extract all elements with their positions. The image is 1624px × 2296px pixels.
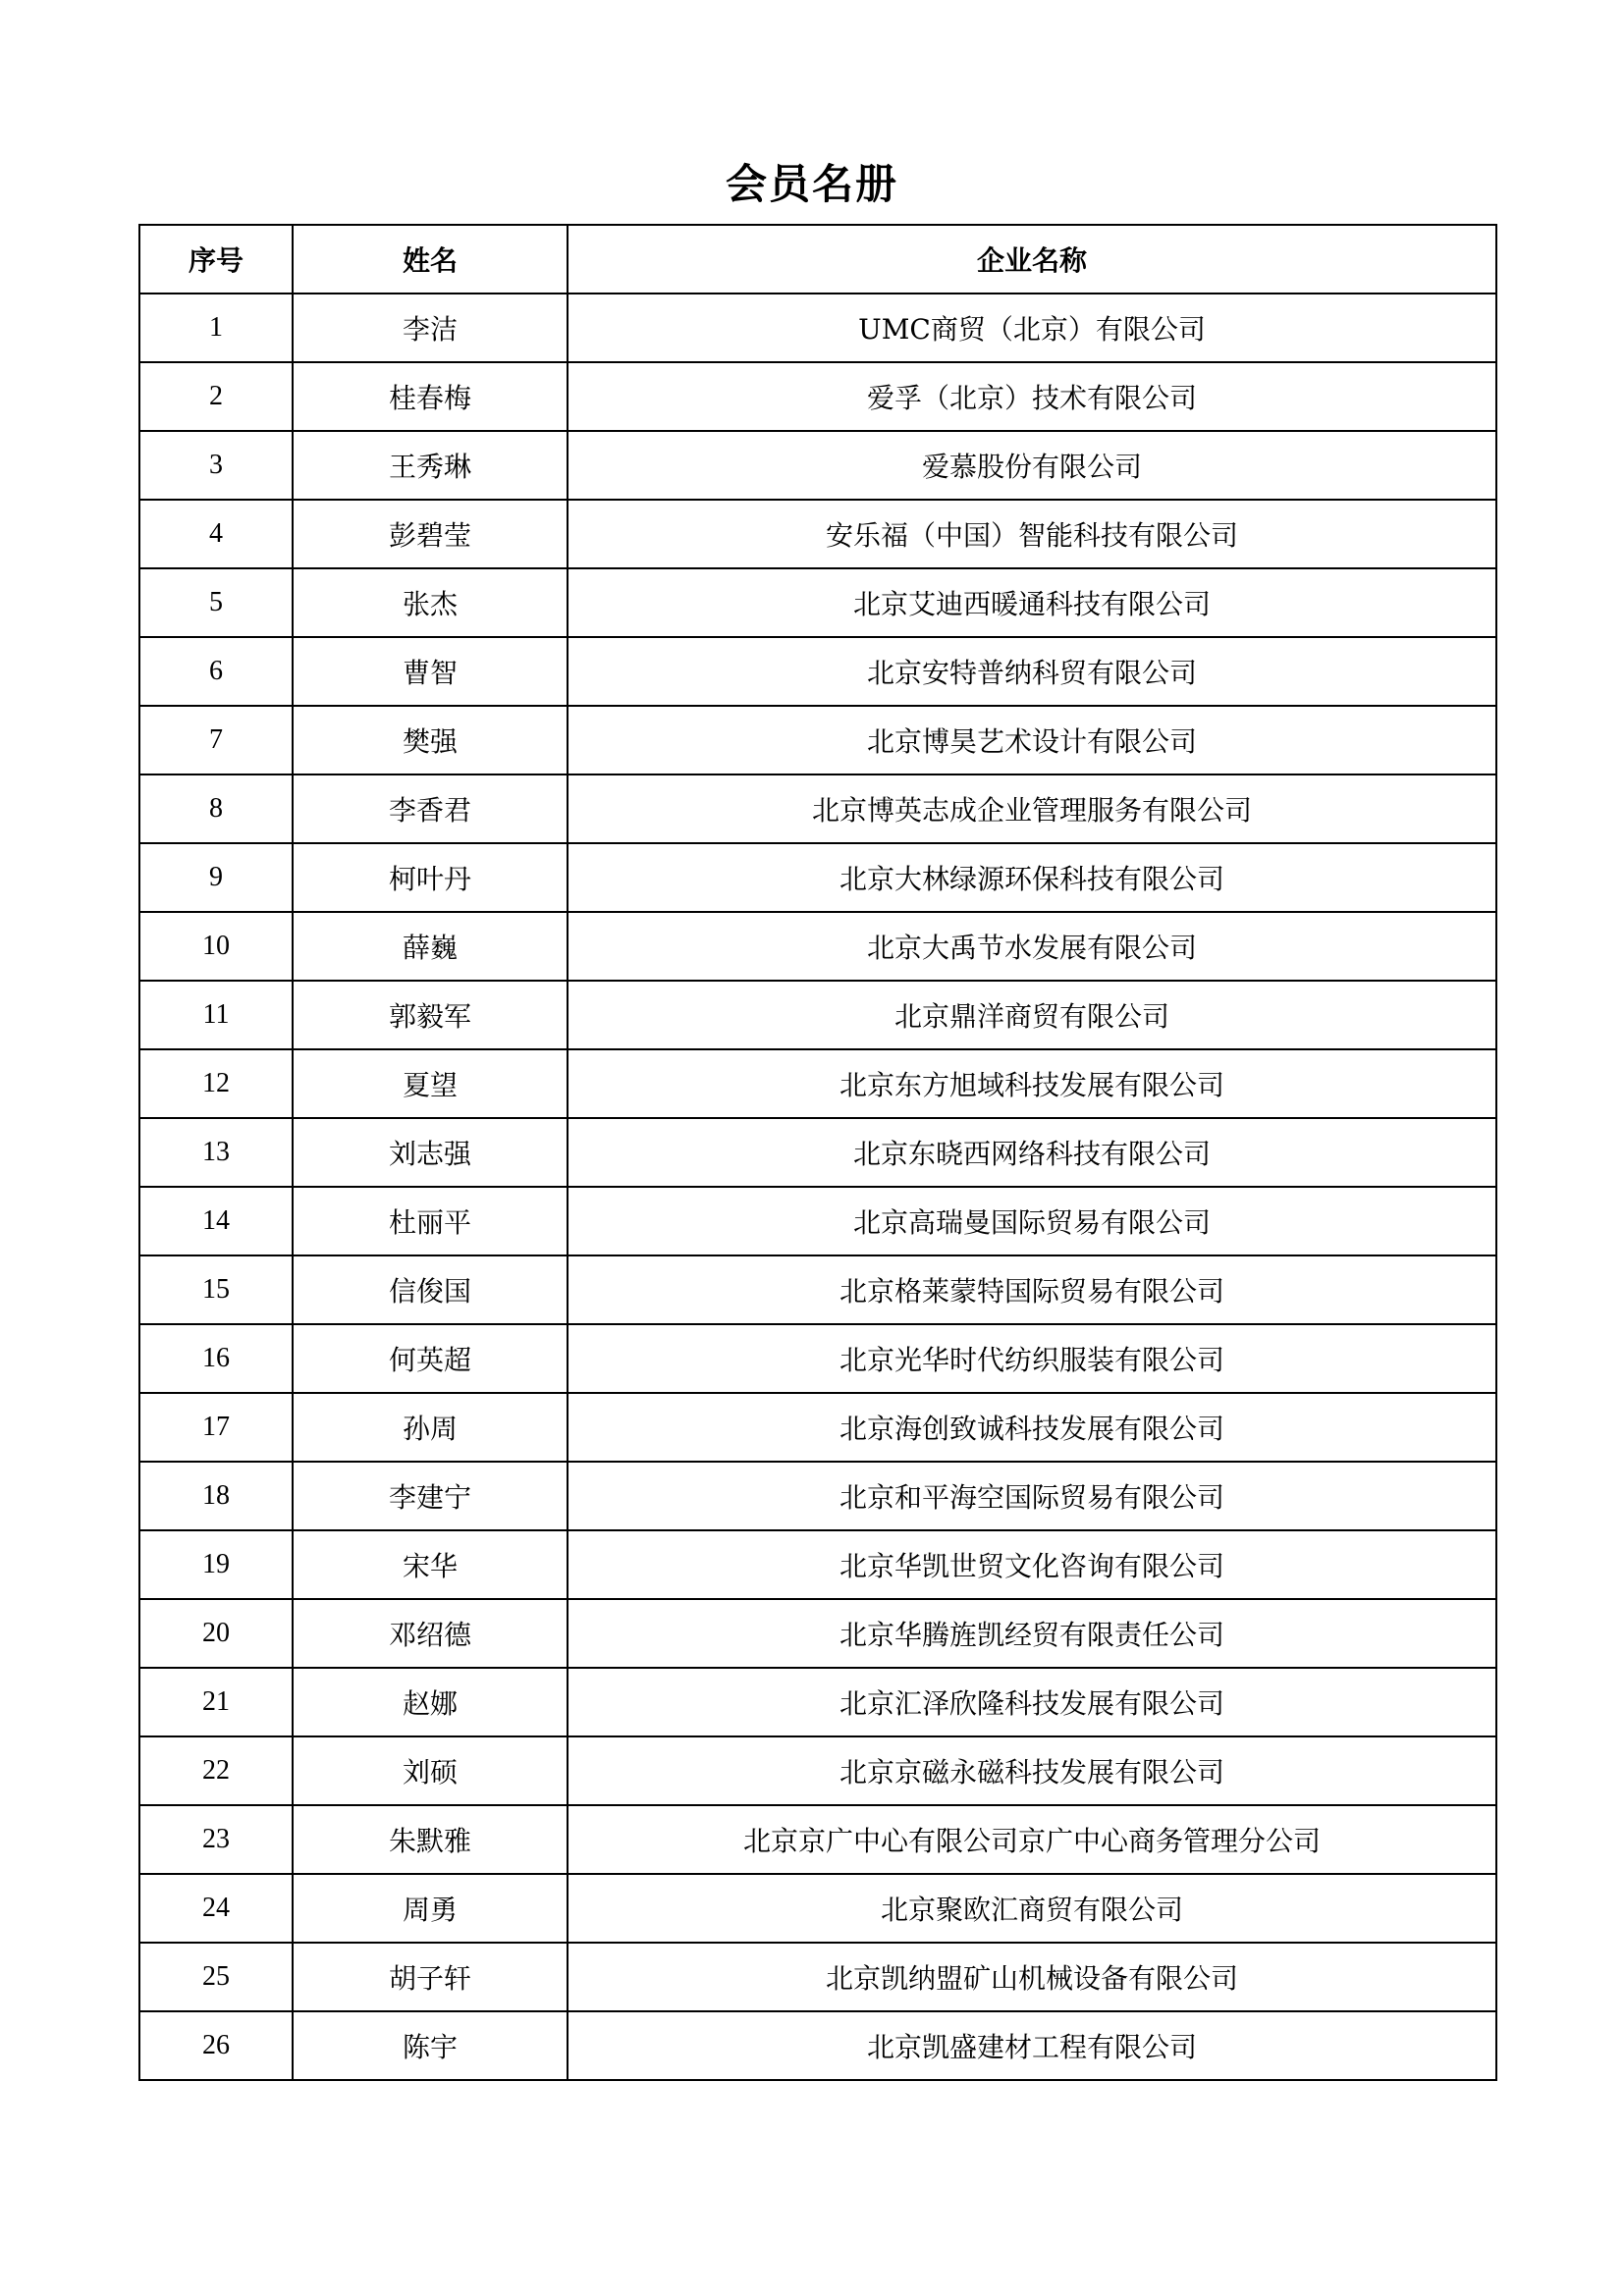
row-no-cell: 20 — [139, 1599, 293, 1668]
row-name-cell: 彭碧莹 — [293, 500, 568, 568]
row-no-cell: 16 — [139, 1324, 293, 1393]
column-header-company: 企业名称 — [568, 225, 1496, 294]
row-name-cell: 樊强 — [293, 706, 568, 774]
table-row — [139, 294, 1496, 362]
row-no-cell: 25 — [139, 1943, 293, 2011]
row-name-cell: 孙周 — [293, 1393, 568, 1462]
row-company-cell: 北京凯纳盟矿山机械设备有限公司 — [568, 1943, 1496, 2011]
row-company-cell: 北京安特普纳科贸有限公司 — [568, 637, 1496, 706]
row-company-cell: 北京大林绿源环保科技有限公司 — [568, 843, 1496, 912]
row-no-cell: 19 — [139, 1530, 293, 1599]
row-name-cell: 桂春梅 — [293, 362, 568, 431]
row-no-cell: 23 — [139, 1805, 293, 1874]
row-name-cell: 薛巍 — [293, 912, 568, 981]
row-no-cell: 15 — [139, 1255, 293, 1324]
table-row — [139, 1462, 1496, 1530]
row-company-cell: 北京艾迪西暖通科技有限公司 — [568, 568, 1496, 637]
row-name-cell: 刘志强 — [293, 1118, 568, 1187]
row-company-cell: 北京格莱蒙特国际贸易有限公司 — [568, 1255, 1496, 1324]
table-row — [139, 1393, 1496, 1462]
row-company-cell: 北京海创致诚科技发展有限公司 — [568, 1393, 1496, 1462]
row-no-cell: 5 — [139, 568, 293, 637]
row-name-cell: 杜丽平 — [293, 1187, 568, 1255]
row-no-cell: 10 — [139, 912, 293, 981]
row-no-cell: 2 — [139, 362, 293, 431]
table-row — [139, 1118, 1496, 1187]
table-row — [139, 1668, 1496, 1736]
row-name-cell: 胡子轩 — [293, 1943, 568, 2011]
row-name-cell: 宋华 — [293, 1530, 568, 1599]
row-name-cell: 李洁 — [293, 294, 568, 362]
table-body — [139, 294, 1496, 2080]
row-name-cell: 柯叶丹 — [293, 843, 568, 912]
page-title: 会员名册 — [725, 160, 898, 208]
row-no-cell: 7 — [139, 706, 293, 774]
row-no-cell: 26 — [139, 2011, 293, 2080]
row-name-cell: 赵娜 — [293, 1668, 568, 1736]
row-company-cell: 北京高瑞曼国际贸易有限公司 — [568, 1187, 1496, 1255]
row-name-cell: 张杰 — [293, 568, 568, 637]
table-row — [139, 1049, 1496, 1118]
row-name-cell: 李香君 — [293, 774, 568, 843]
row-company-cell: 北京汇泽欣隆科技发展有限公司 — [568, 1668, 1496, 1736]
row-no-cell: 11 — [139, 981, 293, 1049]
row-name-cell: 朱默雅 — [293, 1805, 568, 1874]
table-row — [139, 637, 1496, 706]
table-row — [139, 1255, 1496, 1324]
row-name-cell: 何英超 — [293, 1324, 568, 1393]
row-name-cell: 陈宇 — [293, 2011, 568, 2080]
row-no-cell: 24 — [139, 1874, 293, 1943]
row-no-cell: 12 — [139, 1049, 293, 1118]
row-company-cell: 北京聚欧汇商贸有限公司 — [568, 1874, 1496, 1943]
row-no-cell: 13 — [139, 1118, 293, 1187]
row-company-cell: 北京博英志成企业管理服务有限公司 — [568, 774, 1496, 843]
row-name-cell: 夏望 — [293, 1049, 568, 1118]
row-company-cell: 北京凯盛建材工程有限公司 — [568, 2011, 1496, 2080]
row-company-cell: 北京光华时代纺织服装有限公司 — [568, 1324, 1496, 1393]
row-no-cell: 1 — [139, 294, 293, 362]
row-company-cell: 北京东晓西网络科技有限公司 — [568, 1118, 1496, 1187]
table-row — [139, 1943, 1496, 2011]
row-no-cell: 6 — [139, 637, 293, 706]
row-company-cell: 北京华腾旌凯经贸有限责任公司 — [568, 1599, 1496, 1668]
row-name-cell: 邓绍德 — [293, 1599, 568, 1668]
row-company-cell: 安乐福（中国）智能科技有限公司 — [568, 500, 1496, 568]
table-row — [139, 1187, 1496, 1255]
row-no-cell: 18 — [139, 1462, 293, 1530]
table-row — [139, 981, 1496, 1049]
row-company-cell: UMC商贸（北京）有限公司 — [568, 294, 1496, 362]
row-company-cell: 爱慕股份有限公司 — [568, 431, 1496, 500]
row-name-cell: 曹智 — [293, 637, 568, 706]
table-row — [139, 1530, 1496, 1599]
table-row — [139, 1736, 1496, 1805]
row-company-cell: 北京京广中心有限公司京广中心商务管理分公司 — [568, 1805, 1496, 1874]
table-row — [139, 774, 1496, 843]
row-name-cell: 刘硕 — [293, 1736, 568, 1805]
table-row — [139, 1324, 1496, 1393]
row-no-cell: 8 — [139, 774, 293, 843]
row-no-cell: 9 — [139, 843, 293, 912]
row-no-cell: 17 — [139, 1393, 293, 1462]
row-no-cell: 4 — [139, 500, 293, 568]
table-row — [139, 500, 1496, 568]
table-row — [139, 1599, 1496, 1668]
row-name-cell: 周勇 — [293, 1874, 568, 1943]
table-row — [139, 912, 1496, 981]
row-no-cell: 14 — [139, 1187, 293, 1255]
row-company-cell: 北京京磁永磁科技发展有限公司 — [568, 1736, 1496, 1805]
row-name-cell: 王秀琳 — [293, 431, 568, 500]
row-company-cell: 北京东方旭域科技发展有限公司 — [568, 1049, 1496, 1118]
row-company-cell: 爱孚（北京）技术有限公司 — [568, 362, 1496, 431]
table-row — [139, 706, 1496, 774]
row-name-cell: 信俊国 — [293, 1255, 568, 1324]
row-company-cell: 北京鼎洋商贸有限公司 — [568, 981, 1496, 1049]
table-row — [139, 843, 1496, 912]
row-company-cell: 北京博昊艺术设计有限公司 — [568, 706, 1496, 774]
row-name-cell: 郭毅军 — [293, 981, 568, 1049]
row-name-cell: 李建宁 — [293, 1462, 568, 1530]
column-header-no: 序号 — [139, 225, 293, 294]
row-no-cell: 3 — [139, 431, 293, 500]
table-row — [139, 1805, 1496, 1874]
row-no-cell: 22 — [139, 1736, 293, 1805]
row-company-cell: 北京大禹节水发展有限公司 — [568, 912, 1496, 981]
table-row — [139, 1874, 1496, 1943]
table-header-row — [139, 225, 1496, 294]
table-row — [139, 568, 1496, 637]
table-row — [139, 2011, 1496, 2080]
row-company-cell: 北京华凯世贸文化咨询有限公司 — [568, 1530, 1496, 1599]
row-no-cell: 21 — [139, 1668, 293, 1736]
table-row — [139, 362, 1496, 431]
member-roster-table — [138, 224, 1497, 2081]
table-row — [139, 431, 1496, 500]
row-company-cell: 北京和平海空国际贸易有限公司 — [568, 1462, 1496, 1530]
column-header-name: 姓名 — [293, 225, 568, 294]
